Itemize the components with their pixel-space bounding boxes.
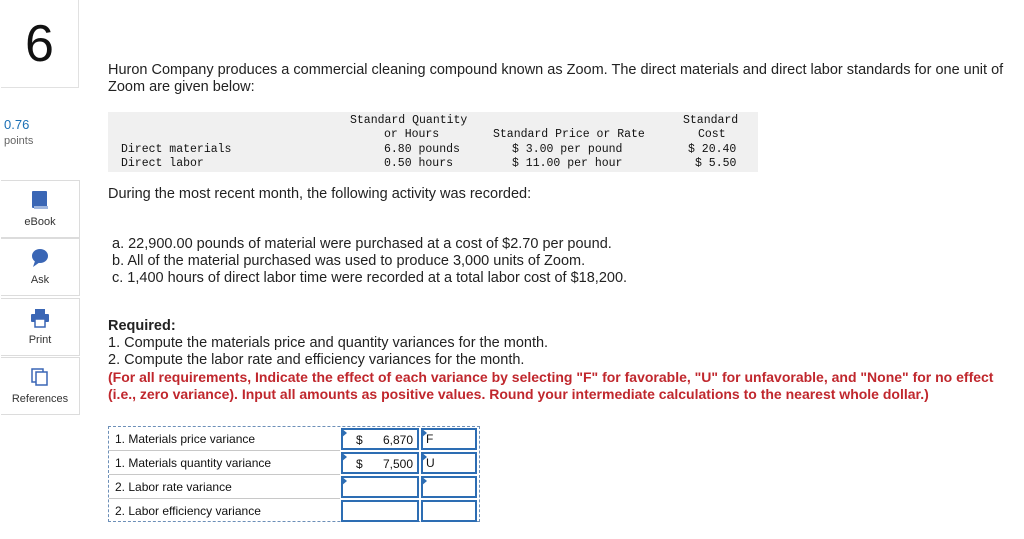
answer-label: 2. Labor efficiency variance	[115, 504, 261, 518]
references-label: References	[11, 393, 69, 405]
ask-button[interactable]	[1, 238, 80, 296]
row-price-labor: $ 11.00 per hour	[512, 157, 623, 170]
activity-list	[112, 236, 627, 287]
input-marker-icon	[341, 476, 347, 486]
input-marker-icon	[341, 452, 347, 462]
amount-value: 6,870	[382, 433, 413, 447]
answer-label: 1. Materials price variance	[109, 427, 340, 451]
answer-row-materials-price	[109, 427, 479, 451]
materials-quantity-effect-select[interactable]	[421, 452, 477, 474]
row-label-materials: Direct materials	[121, 143, 232, 156]
amount-value: 7,500	[382, 457, 413, 471]
required-section	[108, 318, 1013, 403]
answer-label: 1. Materials quantity variance	[109, 451, 340, 475]
row-label-labor: Direct labor	[121, 157, 204, 170]
points-label: points	[4, 135, 34, 147]
activity-item: b. All of the material purchased was used to produce 3,000 units of Zoom.	[112, 253, 586, 269]
answer-row-materials-quantity	[109, 451, 479, 475]
currency-symbol: $	[356, 457, 363, 471]
header-cost-line1: Standard	[683, 114, 739, 127]
currency-symbol: $	[356, 433, 363, 447]
documents-icon	[30, 367, 50, 387]
answer-row-labor-efficiency	[109, 499, 479, 523]
problem-intro: Huron Company produces a commercial cleaning compound known as Zoom. The direct materials and direct labor standards for one unit of Zoom are given below:	[108, 62, 1004, 95]
print-label: Print	[28, 334, 52, 346]
instructions-note: (For all requirements, Indicate the effect of each variance by selecting "F" for favorable, "U" for unfavorable, and "None" for no effect (i.e., zero variance). Input all amounts as positive values. Round your intermediate calculations to the nearest whole dollar.)	[108, 369, 994, 402]
select-marker-icon	[421, 476, 427, 486]
row-quantity-labor: 0.50 hours	[384, 157, 454, 170]
select-marker-icon	[421, 452, 427, 462]
print-button[interactable]	[1, 298, 80, 356]
select-marker-icon	[421, 428, 427, 438]
labor-rate-effect-select[interactable]	[421, 476, 477, 498]
input-marker-icon	[341, 428, 347, 438]
question-number-box	[1, 0, 79, 88]
effect-value: U	[426, 456, 435, 470]
row-price-materials: $ 3.00 per pound	[512, 143, 623, 156]
row-cost-labor: $ 5.50	[695, 157, 737, 170]
header-quantity-line2: or Hours	[384, 128, 440, 141]
activity-item: a. 22,900.00 pounds of material were purchased at a cost of $2.70 per pound.	[112, 236, 612, 252]
chat-bubble-icon	[30, 248, 50, 268]
ebook-button[interactable]	[1, 180, 80, 238]
row-cost-materials: $ 20.40	[688, 143, 737, 156]
required-title: Required:	[108, 318, 176, 334]
required-item: 2. Compute the labor rate and efficiency variances for the month.	[108, 352, 525, 368]
labor-efficiency-effect-select[interactable]	[421, 500, 477, 522]
header-price: Standard Price or Rate	[493, 128, 645, 141]
header-quantity-line1: Standard Quantity	[350, 114, 468, 127]
ebook-label: eBook	[24, 216, 56, 228]
points-value: 0.76	[4, 117, 30, 132]
materials-quantity-amount-input[interactable]	[341, 452, 419, 474]
row-quantity-materials: 6.80 pounds	[384, 143, 460, 156]
sidebar	[0, 0, 80, 539]
labor-efficiency-amount-input[interactable]	[341, 500, 419, 522]
header-cost-line2: Cost	[698, 128, 726, 141]
book-icon	[31, 190, 49, 210]
required-item: 1. Compute the materials price and quantity variances for the month.	[108, 335, 549, 351]
materials-price-effect-select[interactable]	[421, 428, 477, 450]
labor-rate-amount-input[interactable]	[341, 476, 419, 498]
answer-label: 2. Labor rate variance	[109, 475, 340, 499]
standards-table	[108, 112, 758, 172]
activity-item: c. 1,400 hours of direct labor time were recorded at a total labor cost of $18,200.	[112, 270, 628, 286]
answer-table	[108, 426, 480, 522]
question-number: 6	[25, 14, 54, 73]
activity-intro: During the most recent month, the following activity was recorded:	[108, 186, 532, 202]
ask-label: Ask	[30, 274, 50, 286]
printer-icon	[30, 308, 50, 328]
effect-value: F	[426, 432, 434, 446]
answer-row-labor-rate	[109, 475, 479, 499]
materials-price-amount-input[interactable]	[341, 428, 419, 450]
references-button[interactable]	[1, 357, 80, 415]
